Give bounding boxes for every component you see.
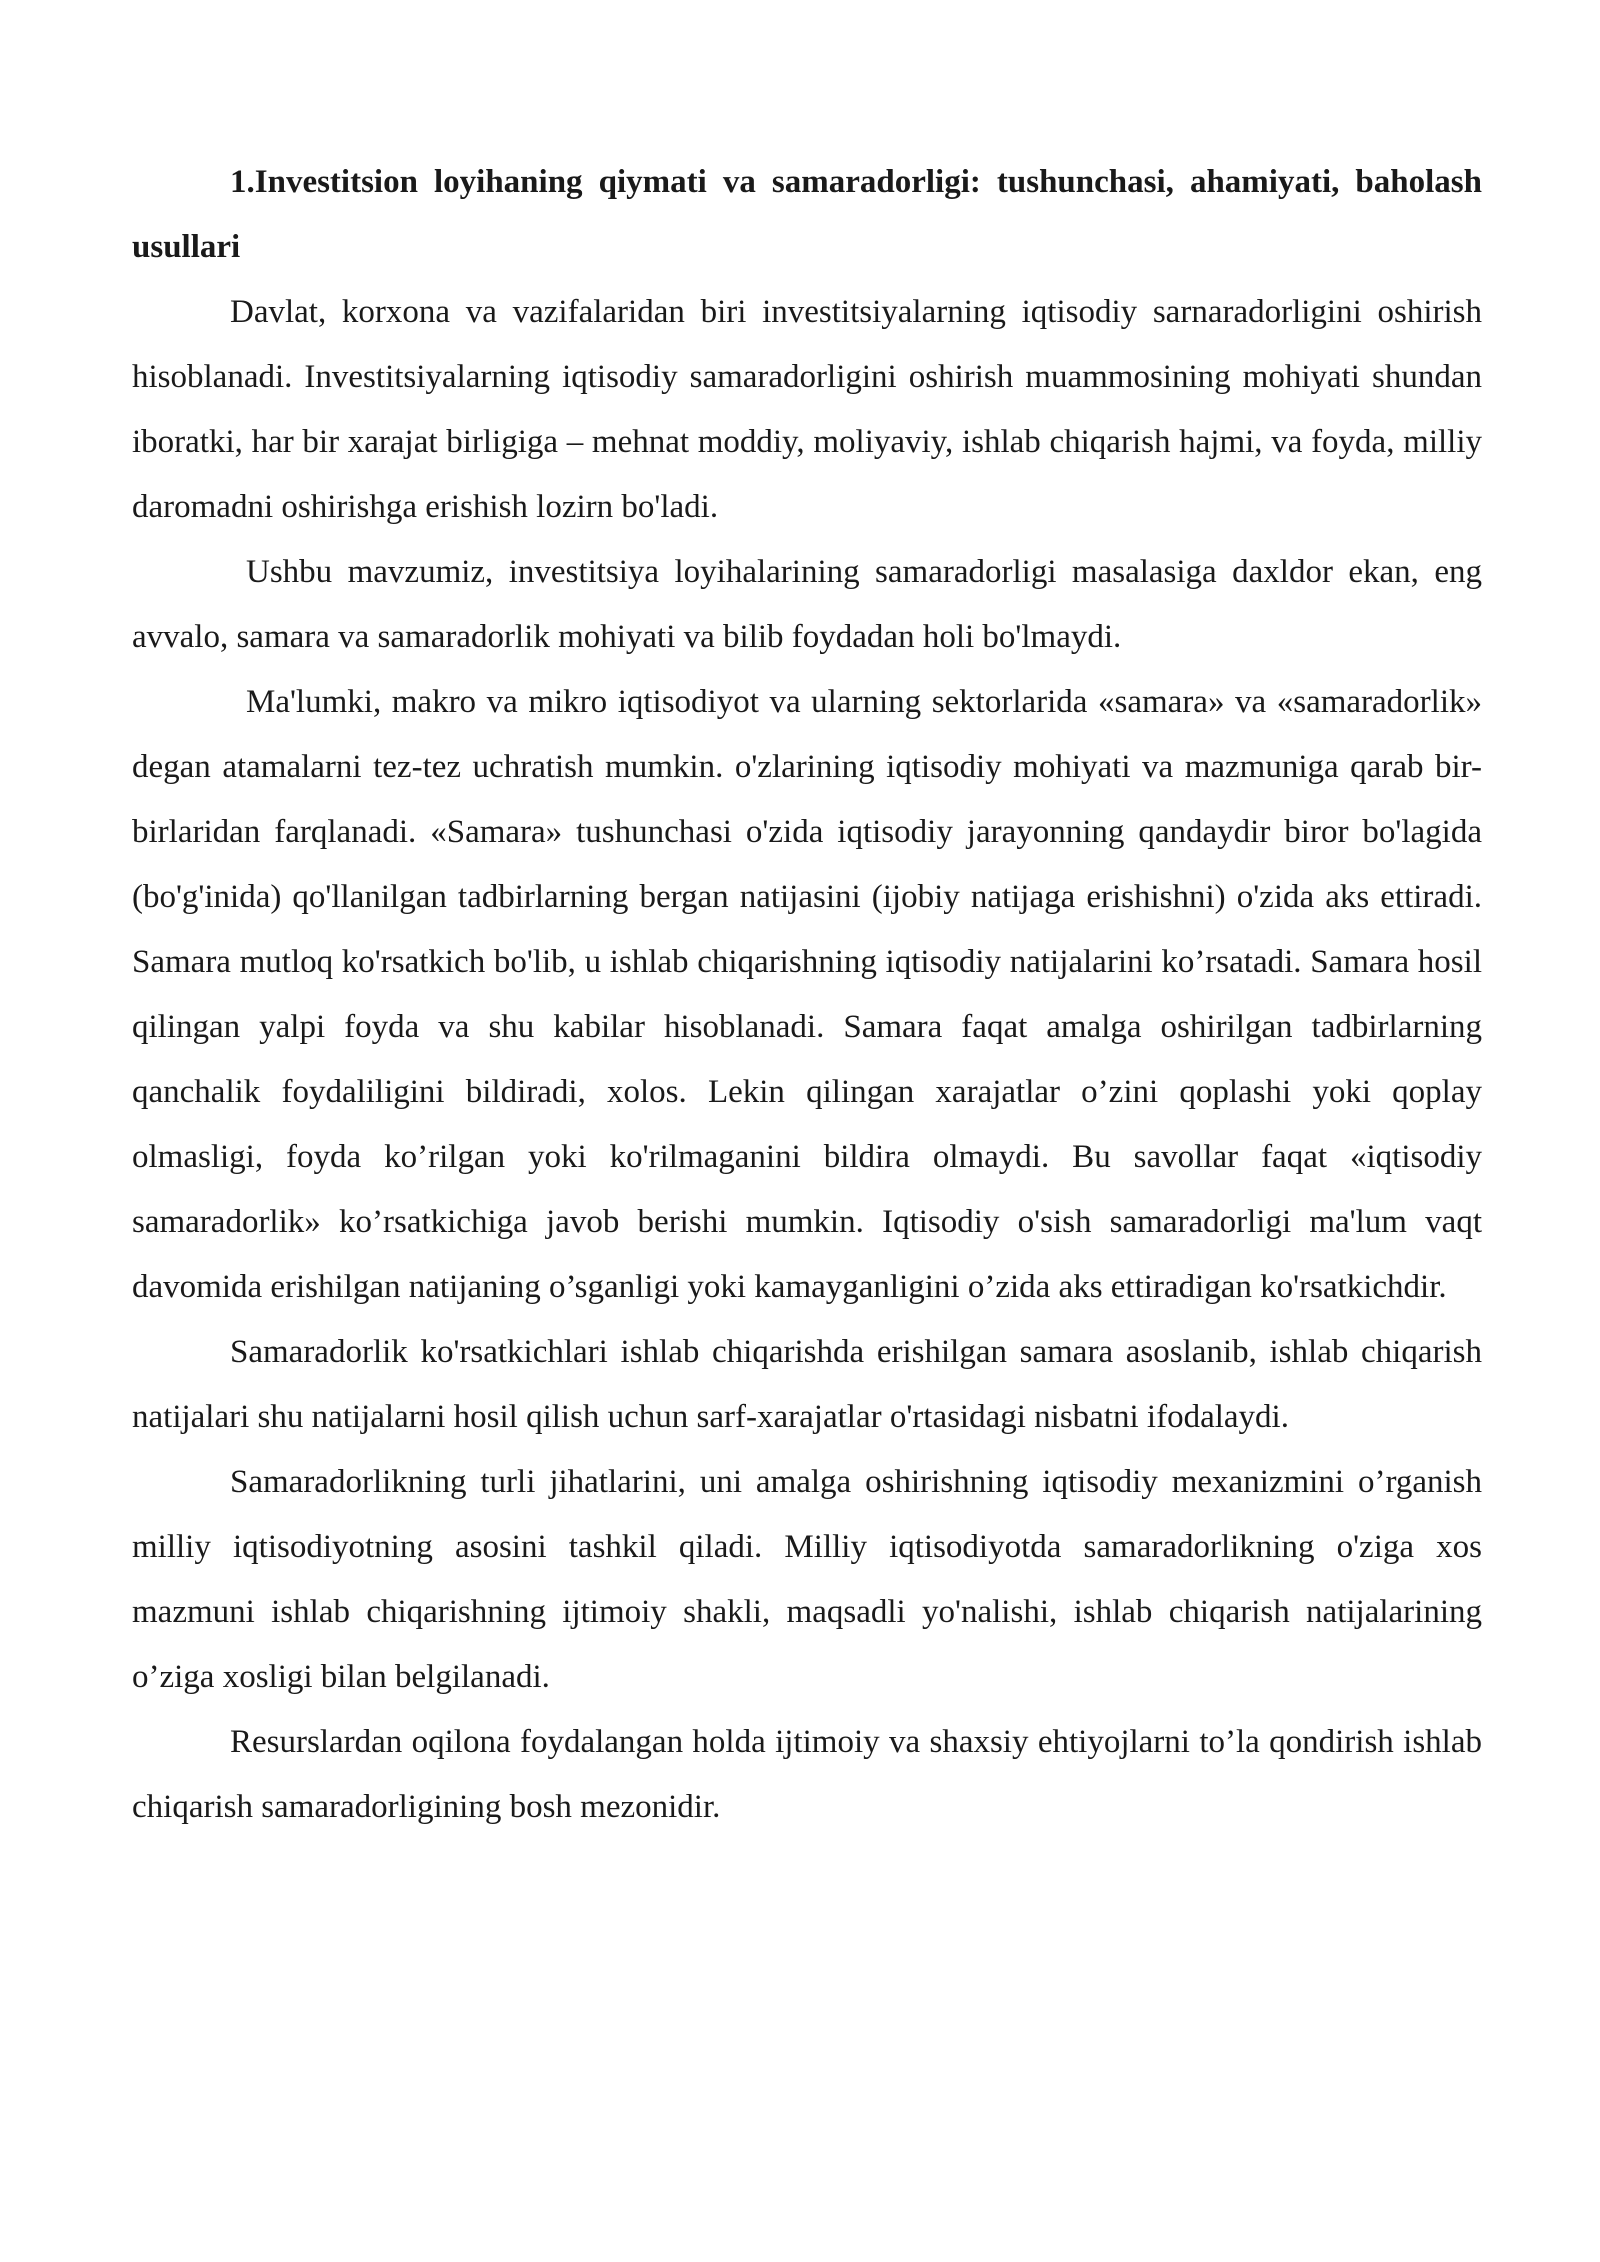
paragraph: Ushbu mavzumiz, investitsiya loyihalarining samaradorligi masalasiga daxldor ekan, eng avvalo, samara va samaradorlik mohiyati va bilib foydadan holi bo'lmaydi. — [132, 554, 1482, 655]
section-heading: 1.Investitsion loyihaning qiymati va samaradorligi: tushunchasi, ahamiyati, baholash usullari — [132, 164, 1482, 265]
document-body — [132, 150, 1482, 1840]
paragraph: Davlat, korxona va vazifalaridan biri investitsiyalarning iqtisodiy sarnaradorligini oshirish hisoblanadi. Investitsiyalarning iqtisodiy samaradorligini oshirish muammosining mohiyati shundan iboratki, har bir xarajat birligiga – mehnat moddiy, moliyaviy, ishlab chiqarish hajmi, va foyda, milliy daromadni oshirishga erishish lozirn bo'ladi. — [132, 294, 1482, 525]
paragraph: Ma'lumki, makro va mikro iqtisodiyot va ularning sektorlarida «samara» va «samaradorlik» degan atamalarni tez-tez uchratish mumkin. o'zlarining iqtisodiy mohiyati va mazmuniga qarab bir-birlaridan farqlanadi. «Samara» tushunchasi o'zida iqtisodiy jarayonning qandaydir biror bo'lagida (bo'g'inida) qo'llanilgan tadbirlarning bergan natijasini (ijobiy natijaga erishishni) o'zida aks ettiradi. Samara mutloq ko'rsatkich bo'lib, u ishlab chiqarishning iqtisodiy natijalarini ko’rsatadi. Samara hosil qilingan yalpi foyda va shu kabilar hisoblanadi. Samara faqat amalga oshirilgan tadbirlarning qanchalik foydaliligini bildiradi, xolos. Lekin qilingan xarajatlar o’zini qoplashi yoki qoplay olmasligi, foyda ko’rilgan yoki ko'rilmaganini bildira olmaydi. Bu savollar faqat «iqtisodiy samaradorlik» ko’rsatkichiga javob berishi mumkin. Iqtisodiy o'sish samaradorligi ma'lum vaqt davomida erishilgan natijaning o’sganligi yoki kamayganligini o’zida aks ettiradigan ko'rsatkichdir. — [132, 684, 1482, 1305]
paragraph: Samaradorlik ko'rsatkichlari ishlab chiqarishda erishilgan samara asoslanib, ishlab chiqarish natijalari shu natijalarni hosil qilish uchun sarf-xarajatlar o'rtasidagi nisbatni ifodalaydi. — [132, 1334, 1482, 1435]
paragraph: Samaradorlikning turli jihatlarini, uni amalga oshirishning iqtisodiy mexanizmini o’rganish milliy iqtisodiyotning asosini tashkil qiladi. Milliy iqtisodiyotda samaradorlikning o'ziga xos mazmuni ishlab chiqarishning ijtimoiy shakli, maqsadli yo'nalishi, ishlab chiqarish natijalarining o’ziga xosligi bilan belgilanadi. — [132, 1464, 1482, 1695]
paragraph: Resurslardan oqilona foydalangan holda ijtimoiy va shaxsiy ehtiyojlarni to’la qondirish ishlab chiqarish samaradorligining bosh mezonidir. — [132, 1724, 1482, 1825]
